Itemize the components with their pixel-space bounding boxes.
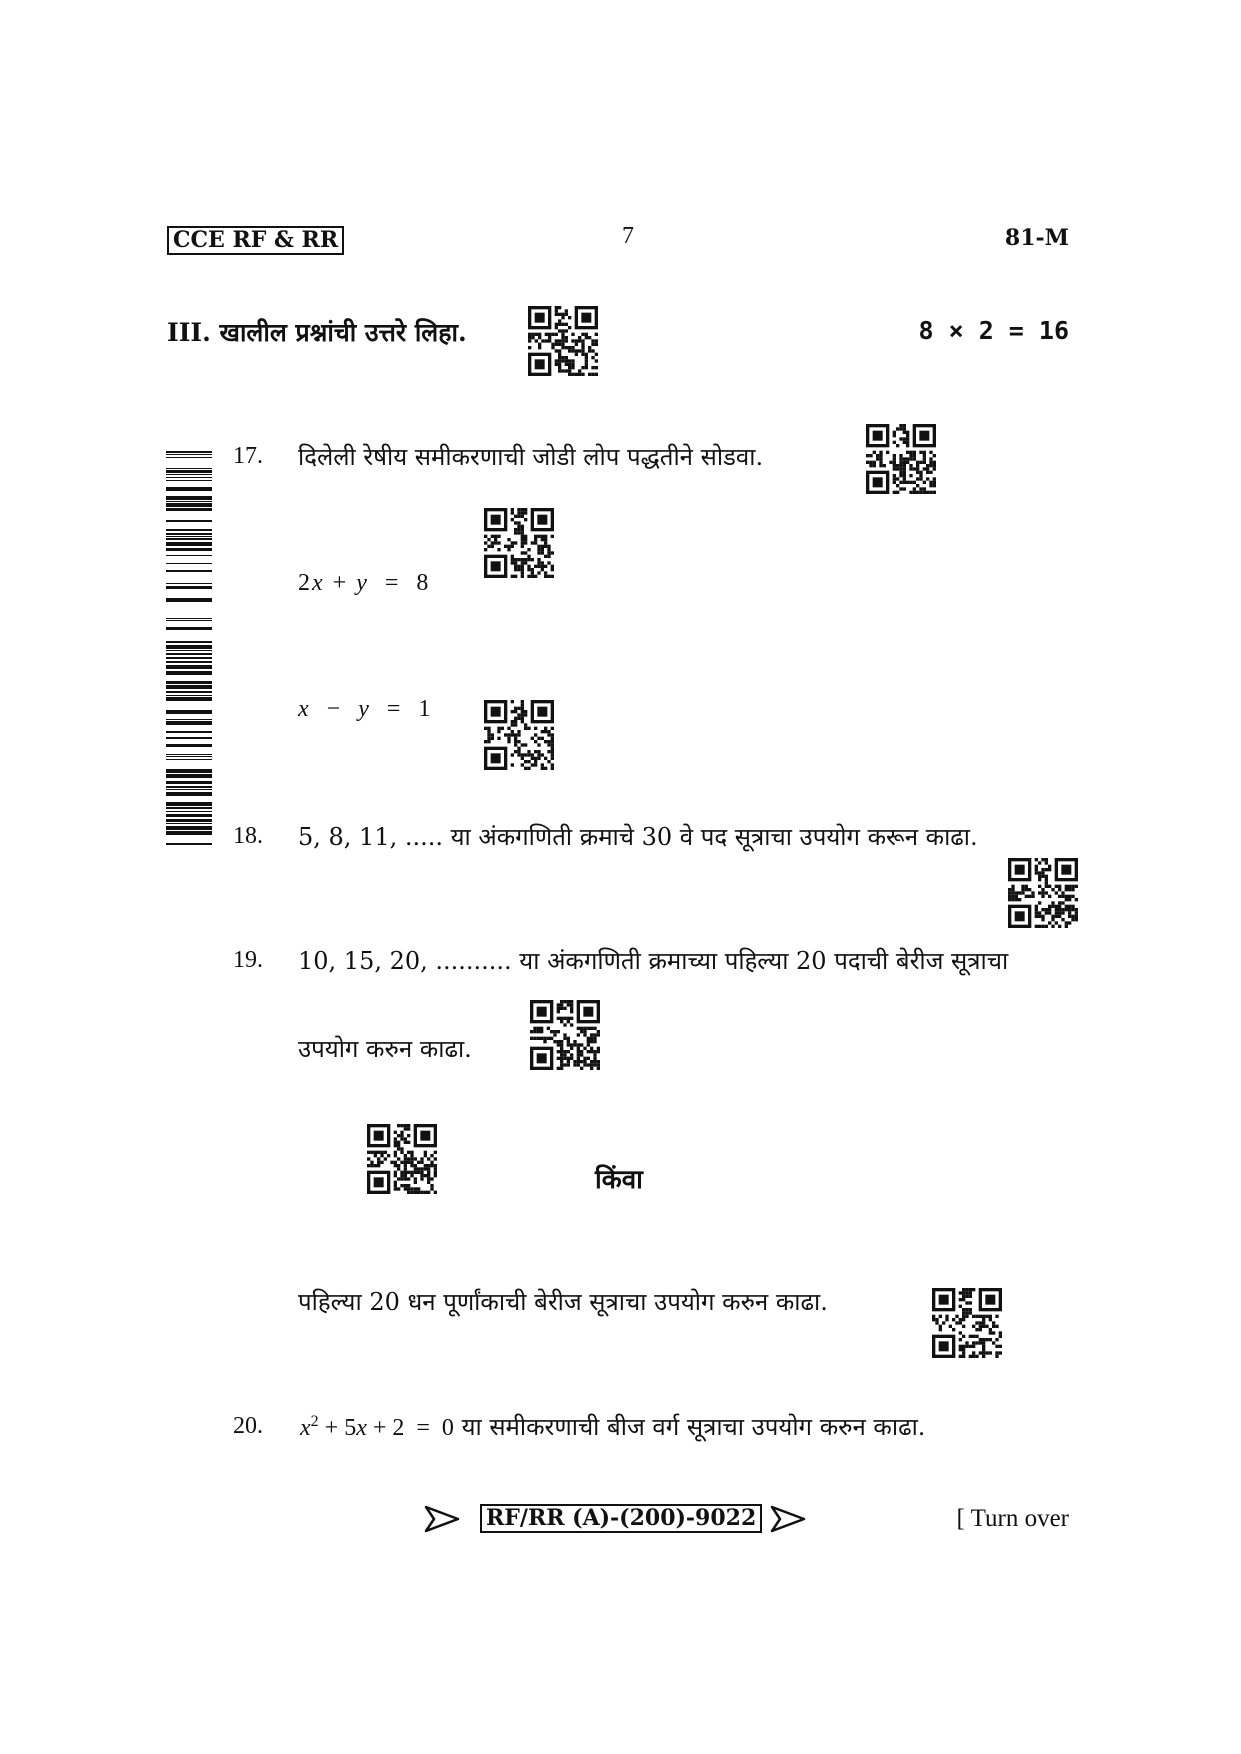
- section-title: III. खालील प्रश्नांची उत्तरे लिहा.: [167, 318, 467, 347]
- eq1-coefficient: 2: [298, 570, 312, 596]
- q20-term: + 5: [318, 1415, 357, 1441]
- eq2-minus: −: [310, 696, 359, 722]
- q20-constant: + 2 = 0: [366, 1415, 454, 1441]
- section-marks: 8 × 2 = 16: [918, 316, 1069, 345]
- equation-1: [298, 570, 430, 597]
- equation-2: [298, 696, 432, 723]
- q20-exponent: 2: [310, 1413, 319, 1430]
- qr-code-icon: [1008, 858, 1078, 928]
- question-17-text: दिलेली रेषीय समीकरणाची जोडी लोप पद्धतीने सोडवा.: [298, 443, 764, 471]
- question-20-number: 20.: [233, 1413, 263, 1439]
- arrow-right-icon: [770, 1504, 806, 1534]
- eq2-rhs: = 1: [370, 696, 433, 722]
- page-number: 7: [622, 223, 634, 249]
- q20-x: x: [300, 1415, 311, 1441]
- eq1-rhs: = 8: [368, 570, 431, 596]
- qr-code-icon: [866, 424, 936, 494]
- qr-code-icon: [530, 1000, 600, 1070]
- qr-code-icon: [367, 1124, 437, 1194]
- q20-instruction: या समीकरणाची बीज वर्ग सूत्राचा उपयोग करुन काढा.: [453, 1413, 926, 1441]
- subject-code: 81-M: [1004, 225, 1069, 251]
- question-20-text: [300, 1410, 925, 1443]
- eq2-x: x: [298, 696, 311, 722]
- arrow-right-icon: [424, 1504, 460, 1534]
- question-18-text: 5, 8, 11, ..... या अंकगणिती क्रमाचे 30 वे पद सूत्राचा उपयोग करून काढा.: [298, 823, 978, 851]
- eq1-plus: +: [324, 570, 357, 596]
- qr-code-icon: [932, 1288, 1002, 1358]
- question-19-alternative-text: पहिल्या 20 धन पूर्णांकाची बेरीज सूत्राचा उपयोग करुन काढा.: [298, 1288, 828, 1316]
- exam-code-label: CCE RF & RR: [167, 226, 344, 255]
- question-17-number: 17.: [233, 443, 263, 469]
- q20-x-linear: x: [356, 1415, 367, 1441]
- barcode-image: [166, 451, 212, 845]
- eq1-x: x: [312, 570, 325, 596]
- question-19-text-line1: 10, 15, 20, .......... या अंकगणिती क्रमाच्या पहिल्या 20 पदाची बेरीज सूत्राचा: [298, 947, 1009, 975]
- eq1-y: y: [356, 570, 369, 596]
- qr-code-icon: [484, 700, 554, 770]
- or-separator: किंवा: [595, 1165, 643, 1195]
- eq2-y: y: [358, 696, 371, 722]
- question-19-text-line2: उपयोग करुन काढा.: [298, 1035, 472, 1063]
- turn-over-label: [ Turn over: [956, 1505, 1069, 1532]
- paper-code: RF/RR (A)-(200)-9022: [480, 1504, 762, 1533]
- question-19-number: 19.: [233, 947, 263, 973]
- question-18-number: 18.: [233, 823, 263, 849]
- qr-code-icon: [528, 306, 598, 376]
- qr-code-icon: [484, 508, 554, 578]
